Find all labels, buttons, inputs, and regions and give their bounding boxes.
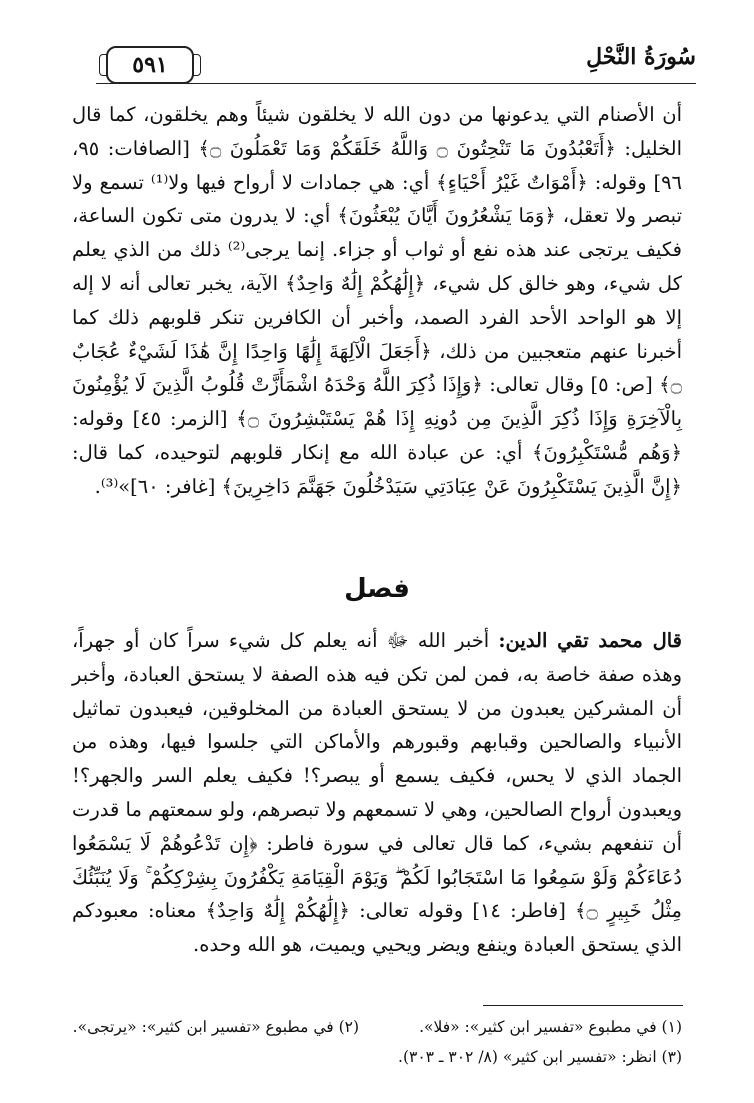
paragraph-tafsir: أن الأصنام التي يدعونها من دون الله لا يخلقون شيئاً وهم يخلقون، كما قال الخليل: ﴿أَتَعْبُدُونَ مَا تَنْحِتُونَ ۝ وَاللَّهُ خَلَقَكُمْ وَمَا تَعْمَلُونَ ۝﴾ [الصافات: ٩٥، ٩٦] وقوله: ﴿أَمْوَاتٌ غَيْرُ أَحْيَاءٍ﴾ أي: هي جمادات لا أرواح فيها ولا⁽¹⁾ تسمع ولا تبصر ولا تعقل، ﴿وَمَا يَشْعُرُونَ أَيَّانَ يُبْعَثُونَ﴾ أي: لا يدرون متى تكون الساعة، فكيف يرتجى عند هذه نفع أو ثواب أو جزاء. إنما يرجى⁽²⁾ ذلك من الذي يعلم كل شيء، وهو خالق كل شيء، ﴿إِلَٰهُكُمْ إِلَٰهٌ وَاحِدٌ﴾ الآية، يخبر تعالى أنه لا إله إلا هو الواحد الأحد الفرد الصمد، وأخبر أن الكافرين تنكر قلوبهم ذلك كما أخبرنا عنهم متعجبين من ذلك، ﴿أَجَعَلَ الْآلِهَةَ إِلَٰهًا وَاحِدًا إِنَّ هَٰذَا لَشَيْءٌ عُجَابٌ ۝﴾ [ص: ٥] وقال تعالى: ﴿وَإِذَا ذُكِرَ اللَّهُ وَحْدَهُ اشْمَأَزَّتْ قُلُوبُ الَّذِينَ لَا يُؤْمِنُونَ بِالْآخِرَةِ وَإِذَا ذُكِرَ الَّذِينَ مِن دُونِهِ إِذَا هُمْ يَسْتَبْشِرُونَ ۝﴾ [الزمر: ٤٥] وقوله: ﴿وَهُم مُّسْتَكْبِرُونَ﴾ أي: عن عبادة الله مع إنكار قلوبهم لتوحيده، كما قال: ﴿إِنَّ الَّذِينَ يَسْتَكْبِرُونَ عَنْ عِبَادَتِي سَيَدْخُلُونَ جَهَنَّمَ دَاخِرِينَ﴾ [غافر: ٦٠]»⁽³⁾.: [72, 103, 683, 498]
footnote-2: (٢) في مطبوع «تفسير ابن كثير»: «يرتجى».: [72, 1018, 360, 1036]
header-rule: [96, 83, 696, 84]
page-number: ٥٩١: [132, 52, 168, 78]
footnote-rule: [483, 1005, 683, 1006]
speaker-label: قال محمد تقي الدين:: [498, 629, 683, 652]
surah-name: سُورَةُ النَّحْلِ: [586, 44, 696, 70]
footnote-row: [72, 1012, 682, 1042]
page-header: [96, 42, 696, 88]
section-title: فصل: [344, 574, 410, 604]
page-number-frame: [106, 46, 194, 84]
paragraph-commentary: [72, 624, 682, 962]
footnotes: [72, 1012, 682, 1072]
footnote-1: (١) في مطبوع «تفسير ابن كثير»: «فلا».: [419, 1018, 682, 1036]
paragraph-commentary-text: أخبر الله ﷻ أنه يعلم كل شيء سراً كان أو جهراً، وهذه صفة خاصة به، فمن لمن تكن فيه هذه الصفة لا يستحق العبادة، وأخبر أن المشركين يعبدون من لا يستحق العبادة من المخلوقين، فيعبدون تماثيل الأنبياء والصالحين وقبابهم وقبورهم والأماكن التي جلسوا فيها، وهذه من الجماد الذي لا يحس، فكيف يسمع أو يبصر؟! فكيف يعلم السر والجهر؟! ويعبدون أرواح الصالحين، وهي لا تسمعهم ولا تبصرهم، ولو سمعتهم ما قدرت أن تنفعهم بشيء، كما قال تعالى في سورة فاطر: ﴿إِن تَدْعُوهُمْ لَا يَسْمَعُوا دُعَاءَكُمْ وَلَوْ سَمِعُوا مَا اسْتَجَابُوا لَكُمْ ۖ وَيَوْمَ الْقِيَامَةِ يَكْفُرُونَ بِشِرْكِكُمْ ۚ وَلَا يُنَبِّئُكَ مِثْلُ خَبِيرٍ ۝﴾ [فاطر: ١٤] وقوله تعالى: ﴿إِلَٰهُكُمْ إِلَٰهٌ وَاحِدٌ﴾ معناه: معبودكم الذي يستحق العبادة وينفع ويضر ويحيي ويميت، هو الله وحده.: [72, 629, 683, 957]
footnote-3: (٣) انظر: «تفسير ابن كثير» (٨/ ٣٠٢ ـ ٣٠٣).: [398, 1048, 682, 1066]
